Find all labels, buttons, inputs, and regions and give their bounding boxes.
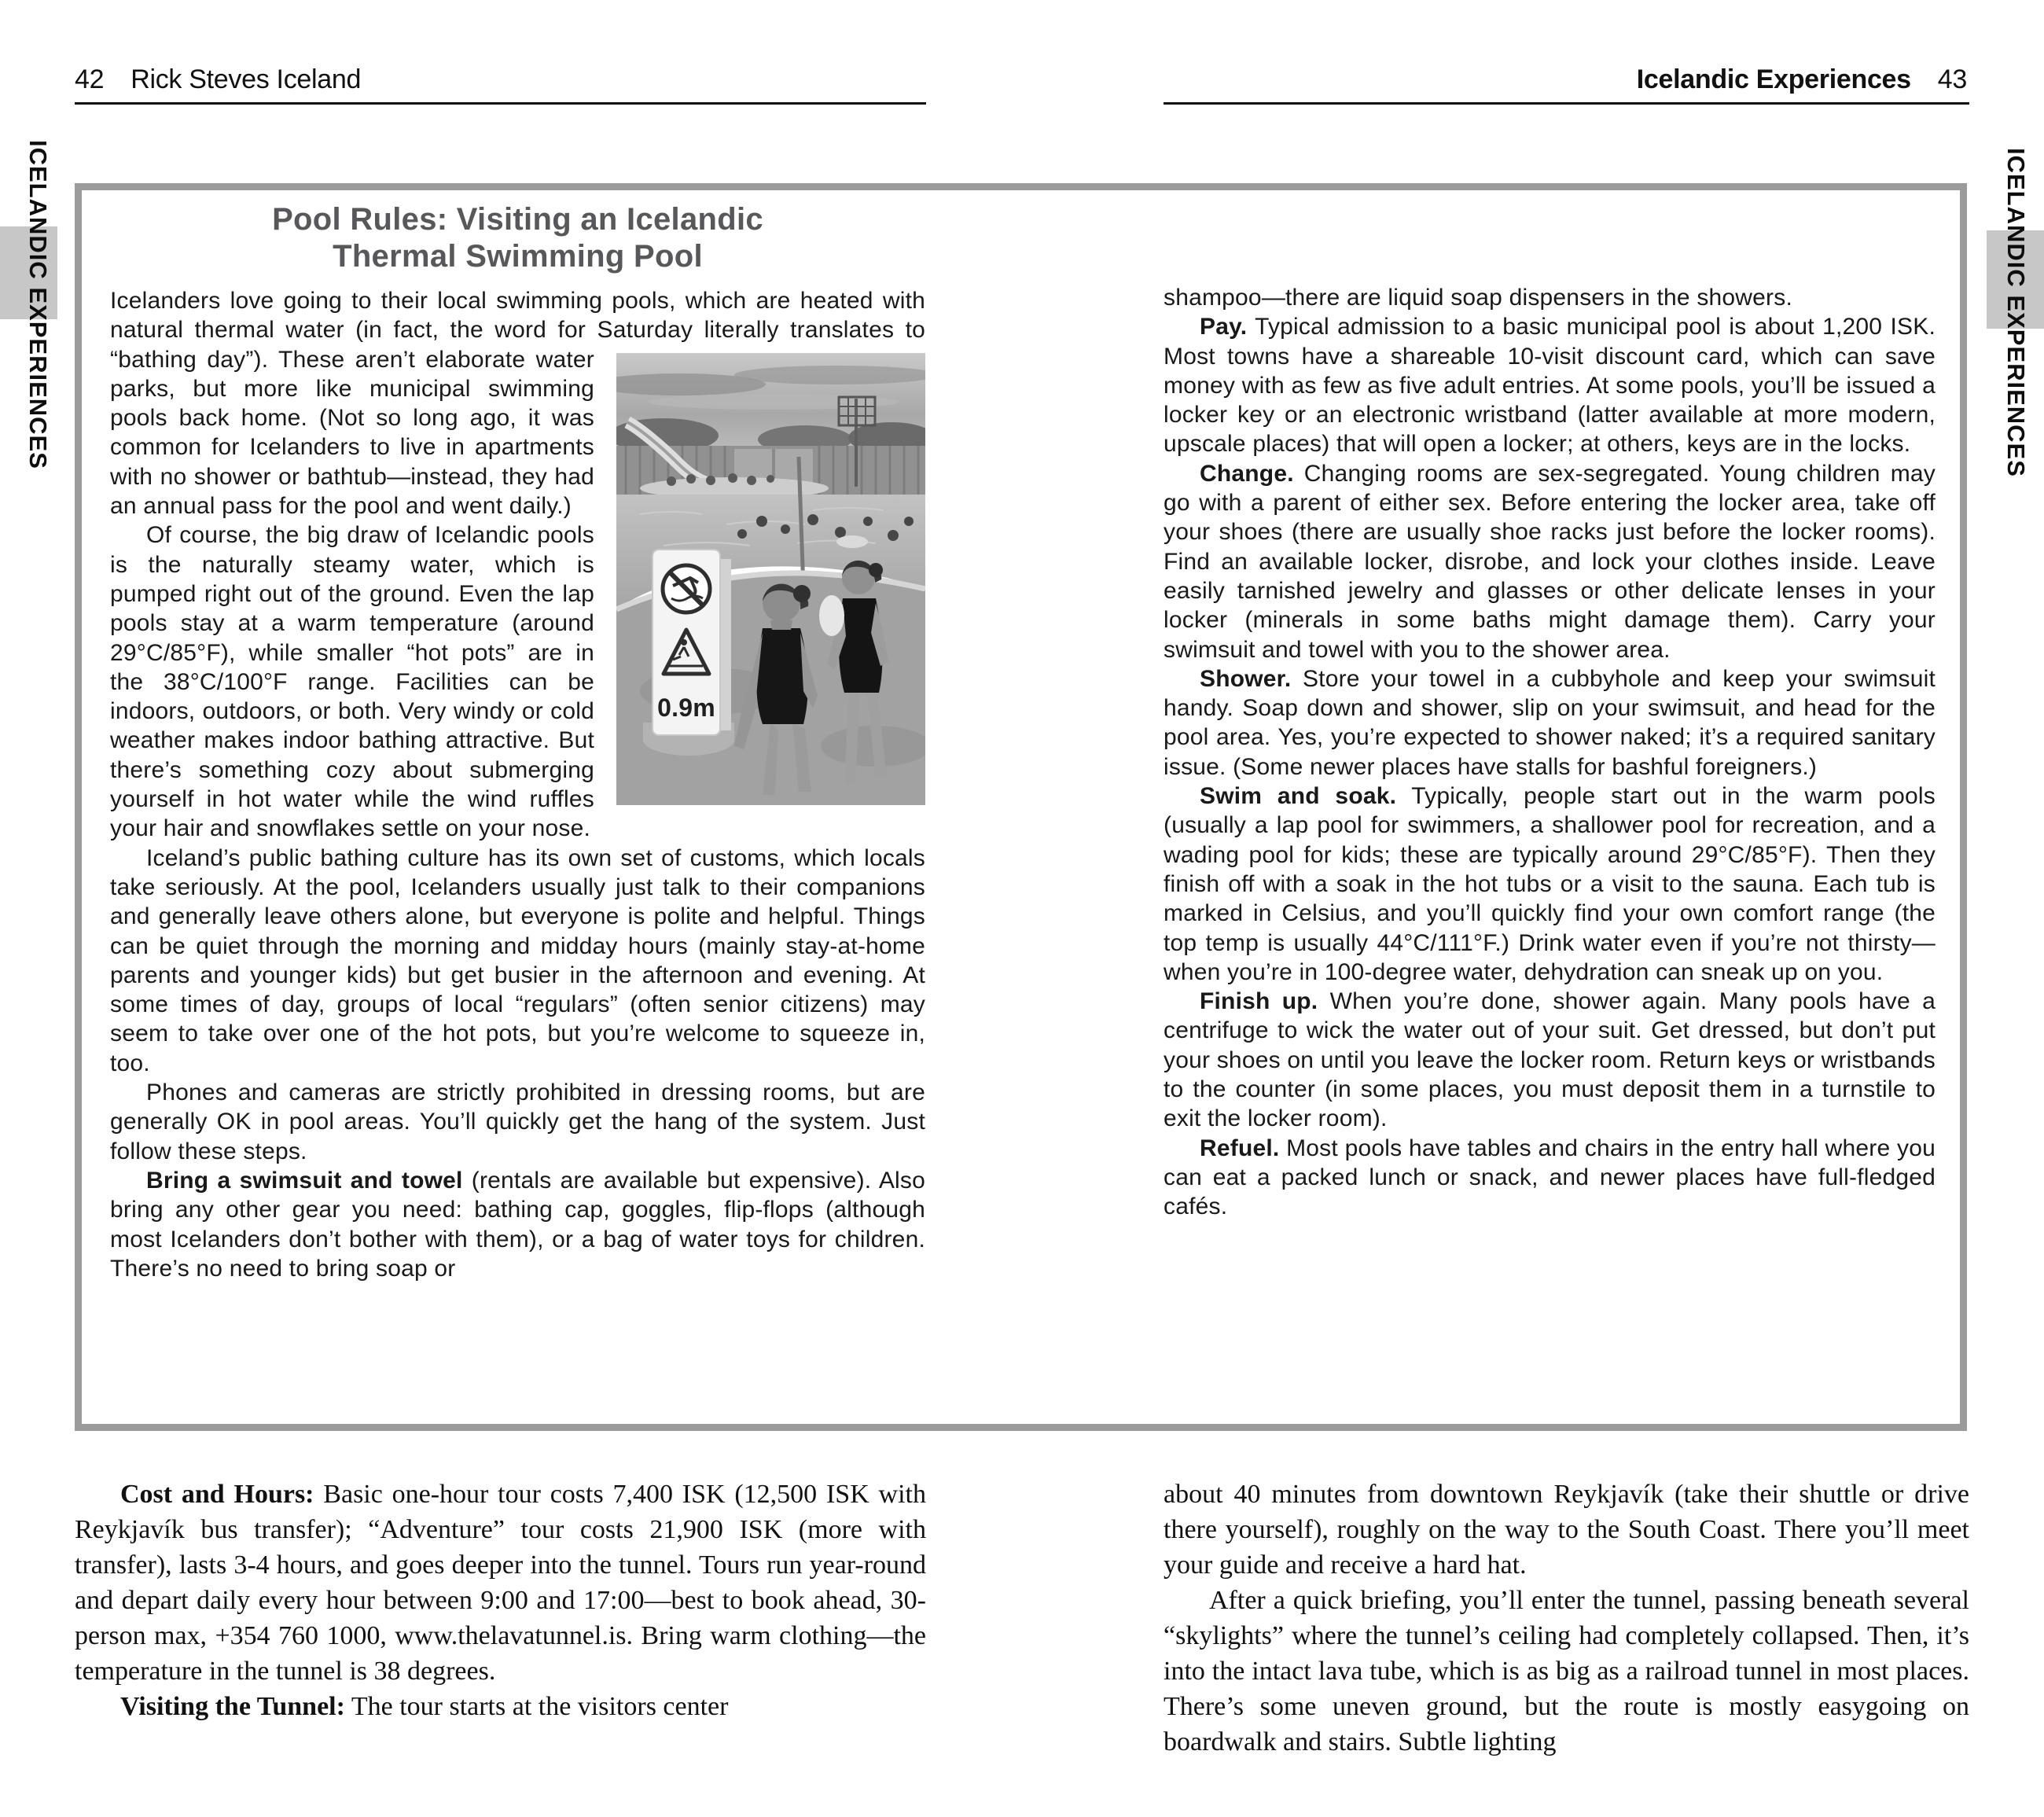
body-paragraph: about 40 minutes from downtown Reykjavík (take their shuttle or drive there yourself), roughly on the way to the South Coast. There you’ll meet your guide and receive a hard hat.	[1164, 1480, 1969, 1580]
box-paragraph: shampoo—there are liquid soap dispensers in the showers.	[1164, 285, 1792, 311]
left-head-title: Rick Steves Iceland	[131, 64, 362, 94]
right-head-title: Icelandic Experiences	[1636, 64, 1911, 94]
right-head-rule	[1164, 102, 1969, 105]
box-paragraph-text: Most pools have tables and chairs in the entry hall where you can eat a packed lunch or snack, and newer places have full-fledged cafés.	[1164, 1135, 1936, 1220]
body-paragraph-text: Basic one-hour tour costs 7,400 ISK (12,500 ISK with Reykjavík bus transfer); “Adventure” tour costs 21,900 ISK (more with transfer), lasts 3-4 hours, and goes deeper into the tunnel. Tours run year-round and depart daily every hour between 9:00 and 17:00—best to book ahead, 30-person max, +354 760 1000, www.thelavatunnel.is. Bring warm clothing—the temperature in the tunnel is 38 degrees.	[75, 1480, 926, 1686]
left-head-rule	[75, 102, 926, 105]
body-paragraph: After a quick briefing, you’ll enter the tunnel, passing beneath several “skylights” where the tunnel’s ceiling had completely collapsed. Then, it’s into the intact lava tube, which is as big as a railroad tunnel in most places. There’s some uneven ground, but the route is mostly easygoing on boardwalk and stairs. Subtle lighting	[1164, 1586, 1969, 1756]
box-paragraph	[1164, 459, 1936, 664]
body-paragraph-lead: Cost and Hours:	[120, 1480, 314, 1509]
body-paragraph	[75, 1477, 926, 1689]
left-page-number: 42	[75, 64, 105, 94]
left-chapter-tab-label: ICELANDIC EXPERIENCES	[24, 140, 52, 469]
box-paragraph-text: Changing rooms are sex-segregated. Young children may go with a parent of either sex. Before entering the locker area, take off your shoes (there are usually shoe racks just before the locker rooms). Find an available locker, disrobe, and lock your clothes inside. Leave easily tarnished jewelry and glasses or other delicate lenses in your locker (minerals in some baths might damage them). Carry your swimsuit and towel with you to the shower area.	[1164, 460, 1936, 663]
box-paragraph-lead: Change.	[1200, 460, 1294, 487]
pool-photo-illustration	[616, 353, 925, 805]
photo-depth-sign	[643, 550, 734, 756]
box-paragraph-text: Icelanders love going to their local swimming pools, which are heated with natural thermal water (in fact, the word for Saturday	[110, 288, 925, 344]
box-paragraph-lead: Finish up.	[1200, 988, 1318, 1015]
box-paragraph-text: Store your towel in a cubbyhole and keep your swimsuit handy. Soap down and shower, slip on your swimsuit, and head for the pool area. Yes, you’re expected to shower naked; it’s a required sanitary issue. (Some newer places have stalls for bashful foreigners.)	[1164, 665, 1936, 780]
right-page-number: 43	[1937, 64, 1967, 94]
box-paragraph: Iceland’s public bathing culture has its own set of customs, which locals take seriously. At the pool, Icelanders usually just talk to their companions and generally leave others alone, but everyone is polite and helpful. Things can be quiet through the morning and midday hours (mainly stay-at-home parents and younger kids) but get busier in the afternoon and evening. At some times of day, groups of local “regulars” (often senior citizens) may seem to take over one of the hot pots, but you’re welcome to squeeze in, too.	[110, 844, 925, 1076]
left-running-head	[75, 64, 361, 95]
box-paragraph	[1164, 312, 1936, 458]
body-right-column	[1164, 1477, 1969, 1760]
box-paragraph	[110, 1166, 925, 1283]
box-paragraph	[1164, 987, 1936, 1133]
right-running-head	[1637, 64, 1967, 95]
box-paragraph-text: Typical admission to a basic municipal pool is about 1,200 ISK. Most towns have a shareable 10-visit discount card, which can save money with as few as five adult entries. At some pools, you’ll be issued a locker key or an electronic wristband (latter available at more modern, upscale places) that will open a locker; at others, keys are in the locks.	[1164, 314, 1936, 458]
box-left-column	[110, 201, 925, 1283]
box-title-line2: Thermal Swimming Pool	[333, 239, 703, 274]
box-paragraph-lead: Refuel.	[1200, 1135, 1280, 1161]
box-paragraph-lead: Pay.	[1200, 314, 1248, 340]
box-title	[110, 201, 925, 275]
box-paragraph: Of course, the big draw of Icelandic pools is the naturally steamy water, which is pumped right out of the ground. Even the lap pools stay at a warm temperature (around 29°C/85°F), while smaller “hot pots” are in the 38°C/100°F range. Facilities can be indoors, outdoors, or both. Very windy or cold weather makes indoor bathing attractive. But there’s something cozy about submerging yourself in hot water while the wind ruffles your hair and snowflakes settle on your nose.	[110, 522, 594, 842]
body-paragraph-text: The tour starts at the visitors center	[344, 1692, 729, 1721]
box-title-line1: Pool Rules: Visiting an Icelandic	[272, 202, 763, 237]
box-paragraph	[1164, 782, 1936, 987]
body-paragraph-lead: Visiting the Tunnel:	[120, 1692, 345, 1721]
body-left-column	[75, 1477, 926, 1724]
box-paragraph: Phones and cameras are strictly prohibited in dressing rooms, but are generally OK in pool areas. You’ll quickly get the hang of the system. Just follow these steps.	[110, 1080, 925, 1164]
box-paragraph-text: literally translates to “bathing day”). These aren’t elaborate water parks, but more like municipal swimming pools back home. (Not so long ago, it was common for Icelanders to live in apartments with no shower or bathtub—instead, they had an annual pass for the pool and went daily.)	[110, 317, 925, 520]
box-paragraph	[1164, 1134, 1936, 1222]
box-paragraph-text: When you’re done, shower again. Many pools have a centrifuge to wick the water out of your suit. Get dressed, but don’t put your shoes on until you leave the locker room. Return keys or wristbands to the counter (in some places, you must deposit them in a turnstile to exit the locker room).	[1164, 988, 1936, 1132]
box-paragraph-text: Typically, people start out in the warm pools (usually a lap pool for swimmers, a shallower pool for recreation, and a wading pool for kids; these are typically around 29°C/85°F). Then they finish off with a soak in the hot tubs or a visit to the sauna. Each tub is marked in Celsius, and you’ll quickly find your own comfort range (the top temp is usually 44°C/111°F.) Drink water even if you’re not thirsty—when you’re in 100-degree water, dehydration can sneak up on you.	[1164, 783, 1936, 985]
right-chapter-tab-label: ICELANDIC EXPERIENCES	[2002, 148, 2030, 477]
photo-float-ring	[836, 535, 868, 548]
pool-rules-sidebar-box	[75, 183, 1967, 1431]
pool-photo	[616, 353, 925, 805]
box-paragraph-lead: Bring a swimsuit and towel	[146, 1167, 463, 1194]
box-paragraph-text: (rentals are available but expensive). Also bring any other gear you need: bathing cap, goggles, flip-flops (although most Icelanders don’t bother with them), or a bag of water toys for children. There’s no need to bring soap or	[110, 1167, 925, 1282]
body-paragraph	[75, 1689, 926, 1724]
box-paragraph	[1164, 664, 1936, 782]
photo-depth-sign-text: 0.9m	[657, 693, 715, 722]
box-paragraph-lead: Shower.	[1200, 665, 1292, 692]
box-paragraph-lead: Swim and soak.	[1200, 783, 1397, 810]
box-right-column	[1164, 283, 1936, 1222]
